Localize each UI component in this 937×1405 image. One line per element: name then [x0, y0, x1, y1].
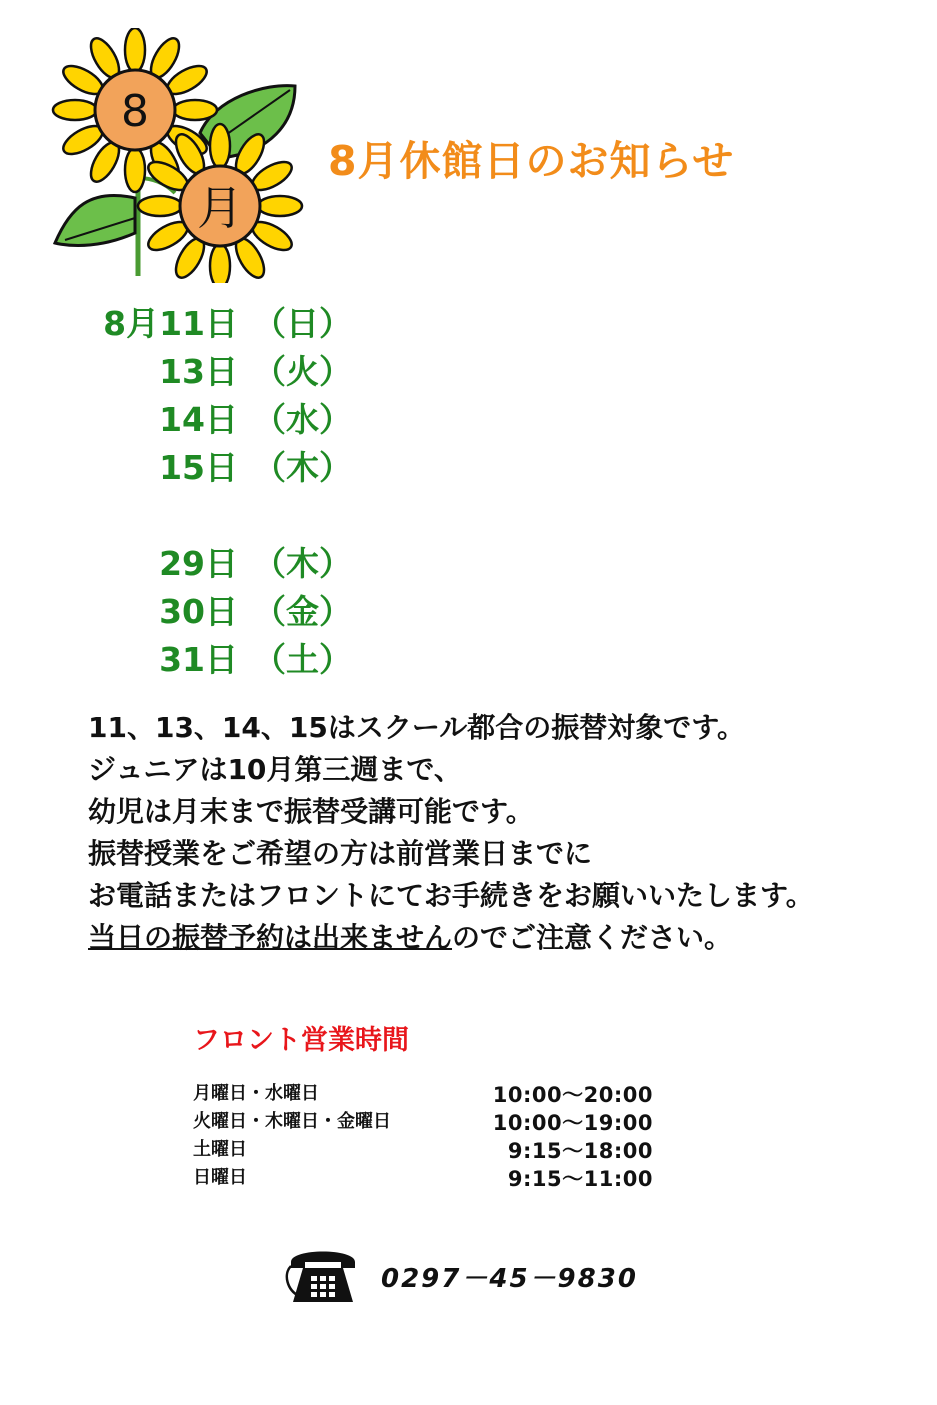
hours-days: 月曜日・水曜日	[193, 1083, 319, 1104]
notice-line: ジュニアは10月第三週まで、	[88, 753, 462, 786]
closed-date-weekday: （金）	[253, 592, 352, 631]
closed-date-day: 30日	[159, 592, 238, 631]
closed-date-day: 14日	[159, 400, 238, 439]
phone-number: 0297－45－9830	[381, 1264, 638, 1294]
closed-date-day: 29日	[159, 544, 238, 583]
page-title: 8月休館日のお知らせ	[328, 137, 735, 185]
notice-line: 11、13、14、15はスクール都合の振替対象です。	[88, 711, 746, 744]
hours-time: 9:15〜18:00	[507, 1139, 653, 1163]
front-hours-title: フロント営業時間	[193, 1025, 409, 1056]
closed-date-day: 15日	[159, 448, 238, 487]
closed-date-day: 13日	[159, 352, 238, 391]
hours-time: 10:00〜20:00	[492, 1083, 653, 1107]
hours-time: 9:15〜11:00	[507, 1167, 653, 1191]
hours-row	[193, 1135, 663, 1163]
telephone-icon	[285, 1240, 361, 1306]
closed-date-weekday: （木）	[253, 448, 352, 487]
notice-text	[88, 707, 814, 959]
notice-line: 幼児は月末まで振替受講可能です。	[88, 795, 534, 828]
closed-date-day: 8月11日	[103, 304, 238, 343]
hours-days: 土曜日	[193, 1139, 247, 1160]
badge-number: 8	[121, 86, 149, 137]
warning-rest-text: のでご注意ください。	[452, 921, 733, 954]
badge-month: 月	[197, 181, 243, 235]
closed-date-weekday: （水）	[253, 400, 352, 439]
closed-date-weekday: （日）	[253, 304, 352, 343]
notice-line: 振替授業をご希望の方は前営業日までに	[88, 837, 593, 870]
closed-date-weekday: （木）	[253, 544, 352, 583]
warning-underlined-text: 当日の振替予約は出来ません	[88, 921, 453, 954]
closed-date-day: 31日	[159, 640, 238, 679]
hours-days: 日曜日	[193, 1167, 247, 1188]
hours-row	[193, 1079, 663, 1107]
sunflower-illustration	[50, 28, 310, 283]
leaf-left	[55, 195, 135, 245]
notice-line-warning	[88, 917, 814, 959]
hours-days: 火曜日・木曜日・金曜日	[193, 1111, 391, 1132]
closed-date-weekday: （火）	[253, 352, 352, 391]
hours-time: 10:00〜19:00	[492, 1111, 653, 1135]
notice-line: お電話またはフロントにてお手続きをお願いいたします。	[88, 879, 814, 912]
front-hours-table	[193, 1079, 663, 1191]
hours-row	[193, 1107, 663, 1135]
closed-date-weekday: （土）	[253, 640, 352, 679]
hours-row	[193, 1163, 663, 1191]
